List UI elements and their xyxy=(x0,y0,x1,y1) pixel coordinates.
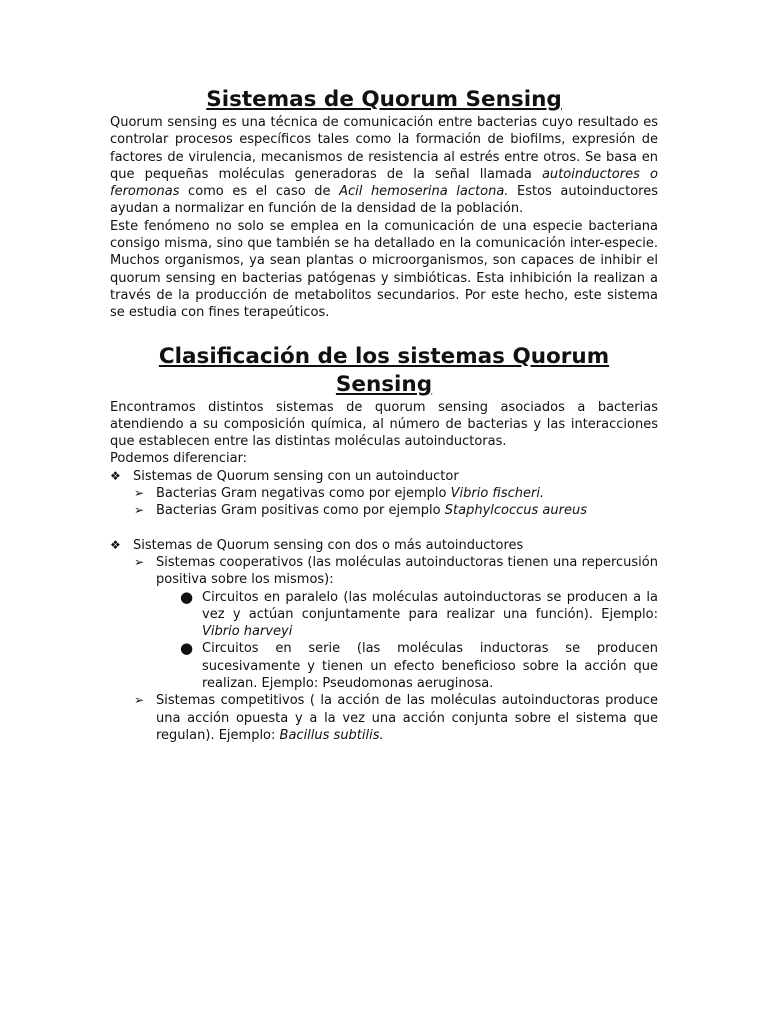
dot-bullet-icon: ● xyxy=(180,587,194,606)
section-paragraph: Encontramos distintos sistemas de quorum sensing asociados a bacterias atendiendo a su composición química, al número de bacterias y las interacciones que establecen entre las distintas moléculas autoinductoras. xyxy=(110,399,658,450)
dot-bullet-icon: ● xyxy=(180,639,194,658)
arrow-bullet-icon: ➢ xyxy=(134,486,145,501)
section-title-clasificacion: Clasificación de los sistemas Quorum Sensing xyxy=(158,343,610,397)
arrow-bullet-icon: ➢ xyxy=(134,503,145,518)
list-item-text: Sistemas cooperativos (las moléculas autoinductoras tienen una repercusión positiva sobre los mismos): xyxy=(156,554,658,588)
list-item-em: Bacillus subtilis. xyxy=(279,727,384,743)
list-item-label: Sistemas de Quorum sensing con dos o más autoinductores xyxy=(133,537,524,553)
list-item-competitivos xyxy=(110,692,658,744)
list-item-one-autoinductor xyxy=(110,468,658,485)
intro-text: Quorum sensing es una técnica de comunicación entre bacterias cuyo resultado es controlar procesos específicos tales como la formación de biofilms, expresión de factores de virulencia, mecanismos de resistencia al estrés entre otros. Se basa en que pequeñas moléculas generadoras de la señal llamada xyxy=(110,115,658,182)
list-item-text: Bacterias Gram negativas como por ejemplo xyxy=(156,486,451,502)
intro-text-end: Estos autoinductores ayudan a normalizar en función de la densidad de la población. xyxy=(110,184,659,217)
list-item-em: Vibrio fischeri. xyxy=(450,486,545,502)
list-item-gram-negativas xyxy=(110,485,658,502)
intro-paragraph xyxy=(110,114,658,218)
list-item-cooperativos xyxy=(110,554,658,589)
classification-list xyxy=(110,468,658,744)
list-item-em: Staphylcoccus aureus xyxy=(444,503,587,519)
list-item-label: Sistemas de Quorum sensing con un autoinductor xyxy=(133,468,459,484)
intro-text-mid: como es el caso de xyxy=(179,184,340,200)
list-item-text: Bacterias Gram positivas como por ejemplo xyxy=(156,503,445,519)
intro-paragraph-2: Este fenómeno no solo se emplea en la comunicación de una especie bacteriana consigo misma, sino que también se ha detallado en la comunicación inter-especie. Muchos organismos, ya sean plantas o microorganismos, son capaces de inhibir el quorum sensing en bacterias patógenas y simbióticas. Esta inhibición la realizan a través de la producción de metabolitos secundarios. Por este hecho, este sistema se estudia con fines terapeúticos. xyxy=(110,218,658,321)
diamond-bullet-icon: ❖ xyxy=(110,468,121,483)
list-item-serie xyxy=(110,640,658,692)
list-spacer xyxy=(110,520,658,537)
list-item-two-autoinductores xyxy=(110,537,658,554)
page-title: Sistemas de Quorum Sensing xyxy=(206,87,562,112)
diamond-bullet-icon: ❖ xyxy=(110,537,121,552)
list-item-em: Vibrio harveyi xyxy=(202,624,293,640)
list-item-text: Circuitos en paralelo (las moléculas autoinductoras se producen a la vez y actúan conjuntamente para realizar una función). Ejemplo: xyxy=(202,589,658,622)
document-body xyxy=(110,86,658,744)
arrow-bullet-icon: ➢ xyxy=(134,693,145,708)
list-item-gram-positivas xyxy=(110,502,658,519)
intro-em-acil: Acil hemoserina lactona. xyxy=(339,184,509,200)
section-lead-in: Podemos diferenciar: xyxy=(110,451,248,467)
list-item-paralelo xyxy=(110,589,658,641)
arrow-bullet-icon: ➢ xyxy=(134,554,145,569)
list-item-text: Sistemas competitivos ( la acción de las moléculas autoinductoras produce una acción opuesta y a la vez una acción conjunta sobre el sistema que regulan). Ejemplo: xyxy=(156,693,658,743)
list-item-text: Circuitos en serie (las moléculas inductoras se producen sucesivamente y tienen un efecto beneficioso sobre la acción que realizan. Ejemplo: Pseudomonas aeruginosa. xyxy=(202,641,658,692)
intro-em-autoinductores: autoinductores o feromonas xyxy=(110,166,658,200)
